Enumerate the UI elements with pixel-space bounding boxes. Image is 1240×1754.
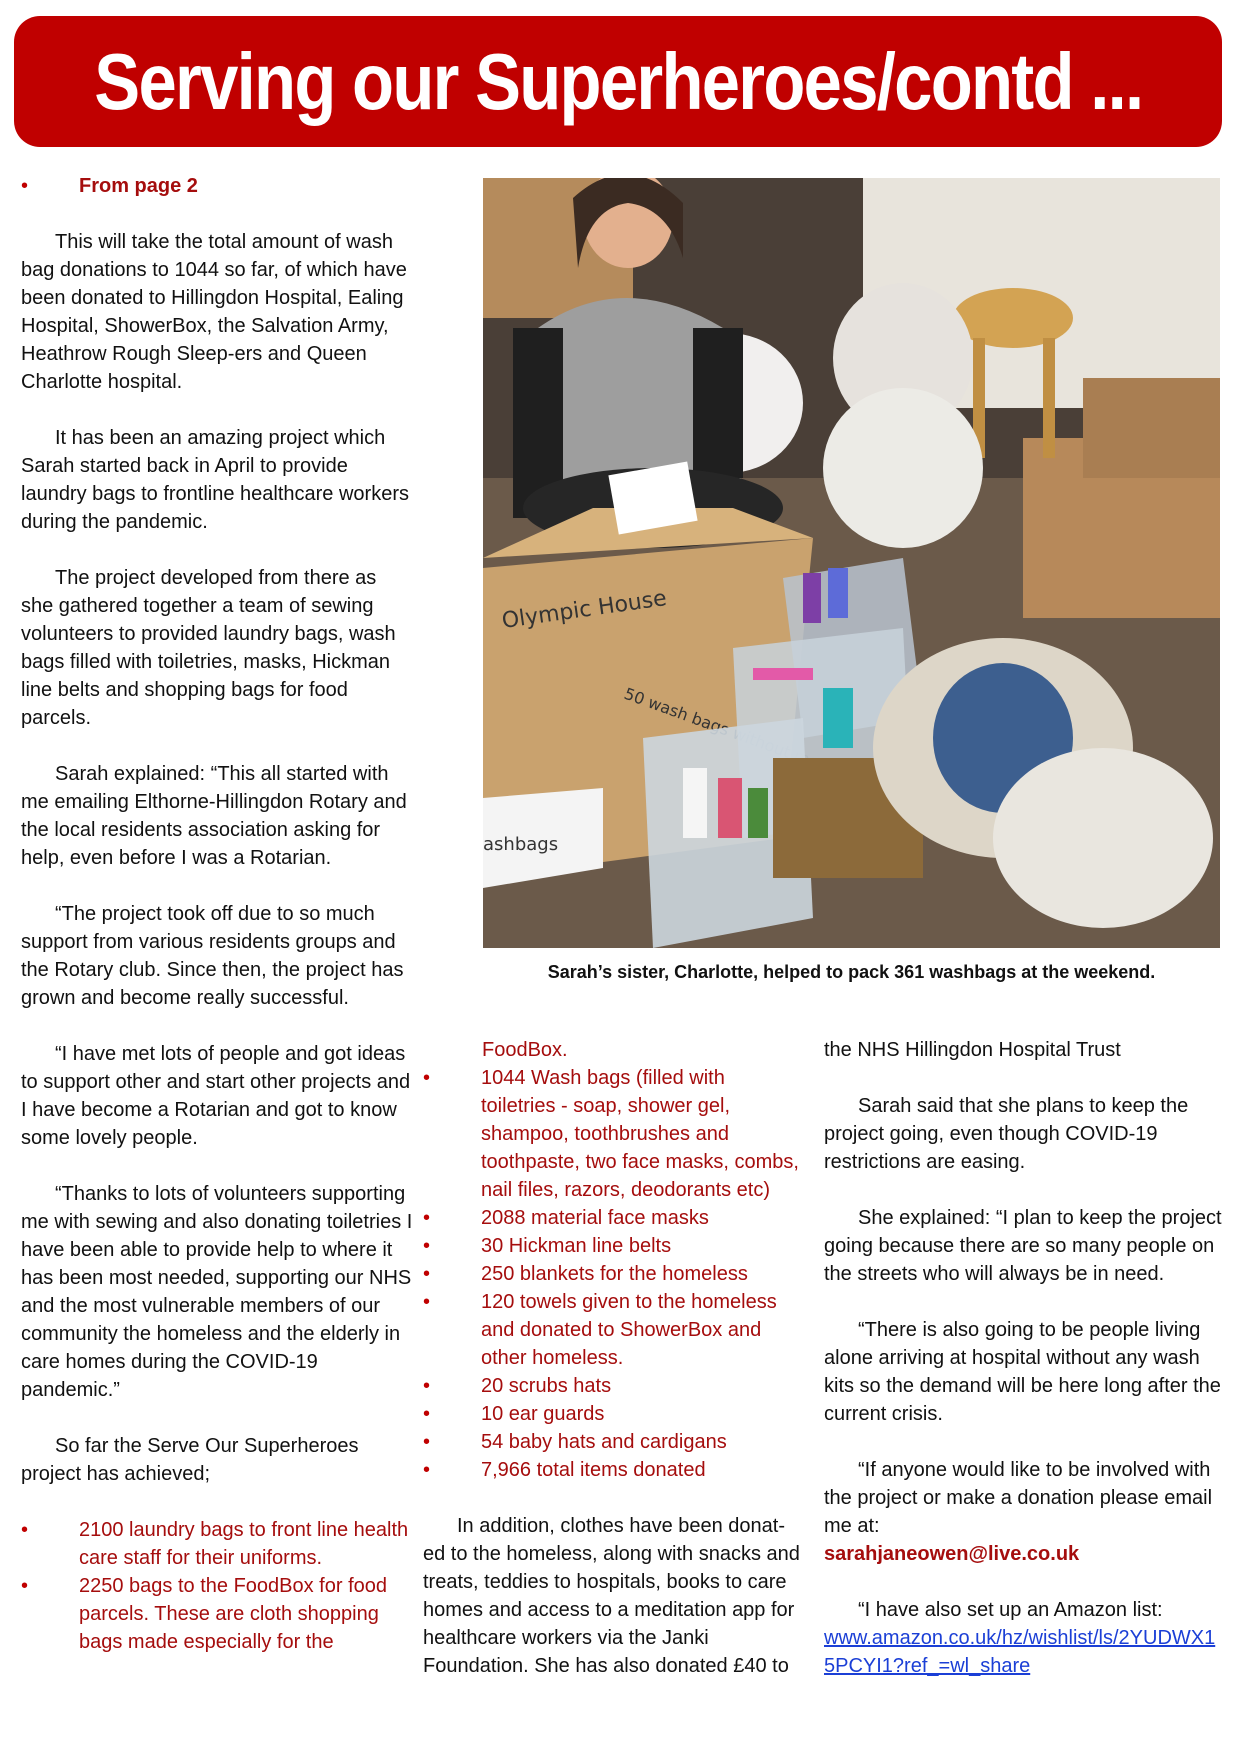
article-paragraph: In addition, clothes have been donat-ed to the homeless, along with snacks and treats, teddies to hospitals, books to care homes and access to a meditation app for healthcare workers via the Janki Foundation. She has also donated £40 to [423, 1515, 800, 1677]
list-item [423, 1400, 803, 1428]
bullet-icon: • [423, 1207, 431, 1229]
amazon-wishlist-link[interactable]: www.amazon.co.uk/hz/wishlist/ls/2YUDWX15PCYI1?ref_=wl_share [824, 1627, 1216, 1677]
article-paragraph: The project developed from there as she gathered together a team of sewing volunteers to provided laundry bags, wash bags filled with toiletries, masks, Hickman line belts and shopping bags for food parcels. [21, 567, 396, 729]
article-paragraph: “If anyone would like to be involved with the project or make a donation please email me at: [824, 1459, 1213, 1537]
list-item-text: 120 towels given to the homeless and donated to ShowerBox and other homeless. [481, 1291, 777, 1369]
bullet-icon: • [423, 1431, 431, 1453]
list-item [21, 1516, 413, 1572]
bullet-icon: • [423, 1235, 431, 1257]
photo-illustration [483, 178, 1220, 948]
column-right [824, 1036, 1222, 1708]
list-item [423, 1372, 803, 1400]
list-item-text: 20 scrubs hats [481, 1375, 612, 1397]
list-item [423, 1204, 803, 1232]
article-paragraph: So far the Serve Our Superheroes project has achieved; [21, 1435, 359, 1485]
article-paragraph: “There is also going to be people living alone arriving at hospital without any wash kits so the demand will be here long after the current crisis. [824, 1319, 1221, 1425]
list-item [423, 1064, 803, 1204]
bullet-icon: • [21, 1575, 29, 1597]
bullet-icon: • [423, 1263, 431, 1285]
article-photo [483, 178, 1220, 948]
email-link[interactable]: sarahjaneowen@live.co.uk [824, 1543, 1080, 1565]
from-page-label: From page 2 [79, 175, 198, 197]
bullet-icon: • [423, 1375, 431, 1397]
photo-caption: Sarah’s sister, Charlotte, helped to pack 361 washbags at the weekend. [547, 962, 1156, 982]
box-label-olympic: Olympic House [500, 586, 669, 634]
bullet-icon: • [21, 1519, 29, 1541]
bullet-icon: • [423, 1459, 431, 1481]
contact-email [824, 1540, 1222, 1568]
list-item-text: 2100 laundry bags to front line health care staff for their uniforms. [79, 1519, 409, 1569]
list-item [21, 1572, 413, 1656]
list-item-text: 2088 material face masks [481, 1207, 709, 1229]
list-item-text: 2250 bags to the FoodBox for food parcels. These are cloth shopping bags made especially for the [79, 1575, 387, 1653]
paragraph-continuation: the NHS Hillingdon Hospital Trust [824, 1039, 1121, 1061]
article-paragraph: “I have met lots of people and got ideas to support other and start other projects and I have become a Rotarian and got to know some lovely people. [21, 1043, 411, 1149]
list-item [423, 1260, 803, 1288]
list-item-text: 250 blankets for the homeless [481, 1263, 748, 1285]
list-item [423, 1232, 803, 1260]
title-banner [14, 16, 1222, 147]
amazon-intro: “I have also set up an Amazon list: [858, 1599, 1163, 1621]
list-item [423, 1288, 803, 1372]
column-left [21, 172, 413, 1684]
list-item-text: 30 Hickman line belts [481, 1235, 672, 1257]
bullet-icon: • [423, 1291, 431, 1313]
article-paragraph: Sarah said that she plans to keep the project going, even though COVID-19 restrictions are easing. [824, 1095, 1189, 1173]
article-paragraph: Sarah explained: “This all started with me emailing Elthorne-Hillingdon Rotary and the local residents association asking for help, even before I was a Rotarian. [21, 763, 407, 869]
article-paragraph: “The project took off due to so much support from various residents groups and the Rotary club. Since then, the project has grown and become really successful. [21, 903, 404, 1009]
column-middle [423, 1036, 803, 1708]
list-item-text: 10 ear guards [481, 1403, 605, 1425]
list-item-text: 54 baby hats and cardigans [481, 1431, 727, 1453]
page-title: Serving our Superheroes/contd ... [93, 36, 1143, 126]
article-paragraph: “Thanks to lots of volunteers supporting me with sewing and also donating toiletries I have been able to provide help to where it has been most needed, supporting our NHS and the most vulnerable members of our community the homeless and the elderly in care homes during the COVID-19 pandemic.” [21, 1183, 413, 1401]
article-paragraph: It has been an amazing project which Sarah started back in April to provide laundry bags to frontline healthcare workers during the pandemic. [21, 427, 409, 533]
list-item [423, 1456, 803, 1484]
bullet-icon: • [423, 1403, 431, 1425]
article-paragraph: This will take the total amount of wash bag donations to 1044 so far, of which have been donated to Hillingdon Hospital, Ealing Hospital, ShowerBox, the Salvation Army, Heathrow Rough Sleep-ers and Queen Charlotte hospital. [21, 231, 407, 393]
list-item [423, 1428, 803, 1456]
article-paragraph: She explained: “I plan to keep the project going because there are so many people on the streets who will always be in need. [824, 1207, 1222, 1285]
list-continuation: FoodBox. [482, 1039, 568, 1061]
list-item-text: 7,966 total items donated [481, 1459, 706, 1481]
paper-label: ashbags [483, 834, 559, 855]
list-item-text: 1044 Wash bags (filled with toiletries - soap, shower gel, shampoo, toothbrushes and toothpaste, two face masks, combs, nail files, razors, deodorants etc) [481, 1067, 799, 1201]
achievements-list [21, 1516, 413, 1656]
bullet-icon: • [21, 175, 29, 197]
from-page-note [21, 172, 413, 200]
box-label-washbags: 50 wash bags [621, 683, 732, 740]
bullet-icon: • [423, 1067, 431, 1089]
achievements-list-continued [423, 1064, 803, 1484]
